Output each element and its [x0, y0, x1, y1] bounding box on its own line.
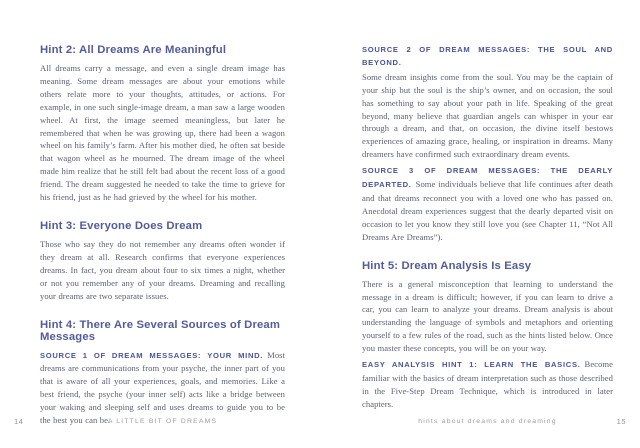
paragraph-text: All dreams carry a message, and even a single dream image has meaning. Some dream messages are about your emotions while others relate more to your thoughts, attitudes, or actions. For example, in one such single-image dream, a man saw a large wooden wheel. At first, the image seemed meaningless, but later he remembered that when he was growing up, there had been a wagon wheel on his family’s farm. After his mother died, he often sat beside that wagon wheel as he mourned. The dream image of the wheel made him realize that he still felt bad about the recent loss of a good friend. The dream suggested he needed to take the time to grieve for his friend, just as he had grieved by the wheel for his mother.: [40, 63, 285, 203]
body-paragraph: [40, 62, 285, 204]
section-hint-4: [40, 319, 285, 427]
paragraph-text: Most dreams are communications from your psyche, the inner part of you that is aware of all your experiences, goals, and memories. Like a best friend, the psyche (your inner self) acts like a bridge between your waking and sleeping self and uses dreams to guide you to be the best you can be.: [40, 349, 285, 426]
paragraph-text: Some individuals believe that life continues after death and that dreams reconnect you with a loved one who has passed on. Anecdotal dream experiences suggest that the dearly departed visit on occasion to let you know they still love you (see Chapter 11, “Not All Dreams Are Dreams”).: [362, 179, 613, 242]
right-page-text-column: [362, 44, 613, 414]
section-heading: Hint 5: Dream Analysis Is Easy: [362, 259, 532, 272]
runin-subhead-source-3: SOURCE 3 OF DREAM MESSAGES: THE DEARLY DEPARTED.: [362, 166, 613, 190]
section-hint-4-continued: [362, 44, 613, 244]
body-paragraph: [40, 349, 285, 427]
body-paragraph: [362, 278, 613, 355]
section-hint-2: [40, 44, 285, 204]
paragraph-text: Become familiar with the basics of dream interpretation such as those described in the Five-Step Dream Technique, which is introduced in later chapters.: [362, 359, 613, 409]
runin-subhead-source-2: SOURCE 2 OF DREAM MESSAGES: THE SOUL AND BEYOND.: [362, 45, 613, 67]
section-hint-3: [40, 220, 285, 303]
left-page-text-column: [40, 44, 285, 430]
body-paragraph: [362, 358, 613, 411]
section-heading: Hint 3: Everyone Does Dream: [40, 219, 203, 232]
right-running-title: hints about dreams and dreaming: [418, 418, 557, 425]
body-paragraph: [40, 238, 285, 303]
section-heading: Hint 4: There Are Several Sources of Dream Messages: [40, 318, 281, 343]
section-hint-5: [362, 260, 613, 411]
runin-subhead-easy-analysis-1: EASY ANALYSIS HINT 1: LEARN THE BASICS.: [362, 360, 581, 370]
paragraph-text: Some dream insights come from the soul. You may be the captain of your ship but the soul is the ship’s owner, and on occasion, the soul has something to say about your path in life. Speaking of the great beyond, many believe that guardian angels can whisper in your ear through a dream, and that, on occasion, the divine itself bestows experiences of amazing grace, healing, or inspiration in dreams. Many dreamers have confirmed such extraordinary dream events.: [362, 71, 613, 160]
paragraph-text: Those who say they do not remember any dreams often wonder if they dream at all. Research confirms that everyone experiences dreams. In fact, you dream about four to six times a night, whether or not you remember any of your dreams. Dreaming and recalling your dreams are two separate issues.: [40, 238, 285, 301]
body-paragraph: [362, 44, 613, 161]
paragraph-text: There is a general misconception that learning to understand the message in a dream is difficult; however, if you can learn to drive a car, you can learn to analyze your dreams. Dream analysis is about understanding the language of symbols and metaphors and orienting yourself to a few rules of the road, such as the hints listed below. Once you master these concepts, you will be on your way.: [362, 278, 613, 354]
runin-subhead-source-1: SOURCE 1 OF DREAM MESSAGES: YOUR MIND.: [40, 350, 264, 360]
right-page-number: 15: [616, 417, 626, 426]
section-heading: Hint 2: All Dreams Are Meaningful: [40, 44, 227, 56]
body-paragraph: [362, 164, 613, 243]
left-running-title: A LITTLE BIT OF DREAMS: [107, 418, 218, 425]
left-page-number: 14: [14, 417, 24, 426]
